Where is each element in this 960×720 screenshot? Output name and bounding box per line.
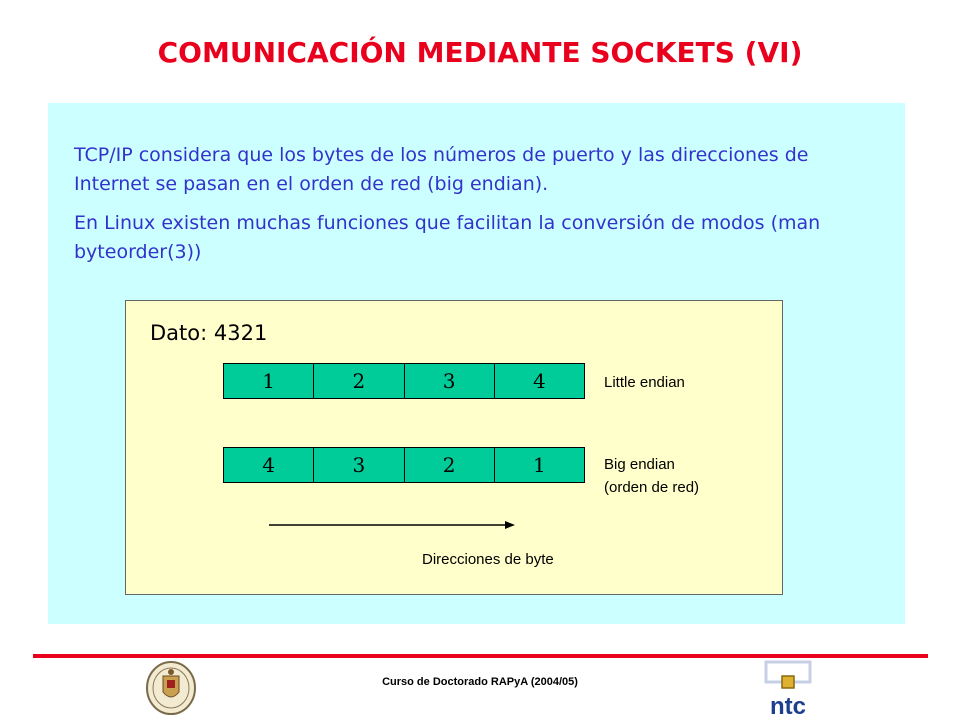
footer-rule (33, 654, 928, 658)
little-endian-row (223, 363, 585, 399)
byte-cell: 1 (224, 364, 314, 398)
ntc-logo-text: ntc (770, 693, 806, 718)
paragraph-tcpip: TCP/IP considera que los bytes de los números de puerto y las direcciones de Internet se pasan en el orden de red (big endian). (74, 144, 809, 195)
byte-cell: 4 (224, 448, 314, 482)
big-endian-label-line1: Big endian (604, 456, 675, 473)
big-endian-label-line2: (orden de red) (604, 479, 700, 496)
byte-direction-arrow (269, 518, 515, 532)
ntc-logo-icon (760, 660, 816, 718)
byte-cell: 3 (314, 448, 404, 482)
direction-label: Direcciones de byte (422, 551, 554, 568)
slide-title: COMUNICACIÓN MEDIANTE SOCKETS (VI) (157, 36, 803, 69)
byte-cell: 4 (533, 369, 546, 393)
byte-cell: 1 (533, 453, 546, 477)
byte-cell: 2 (314, 364, 404, 398)
footer-course: Curso de Doctorado RAPyA (2004/05) (382, 676, 578, 688)
big-endian-label (604, 453, 699, 499)
big-endian-row (223, 447, 585, 483)
paragraph-linux: En Linux existen muchas funciones que facilitan la conversión de modos (man byteorder(3)) (74, 212, 821, 263)
byte-cell: 3 (405, 364, 495, 398)
byte-cell: 2 (405, 448, 495, 482)
little-endian-label: Little endian (604, 374, 685, 391)
dato-label: Dato: 4321 (150, 321, 268, 345)
university-crest-icon (145, 660, 197, 716)
endianness-diagram (125, 300, 783, 595)
